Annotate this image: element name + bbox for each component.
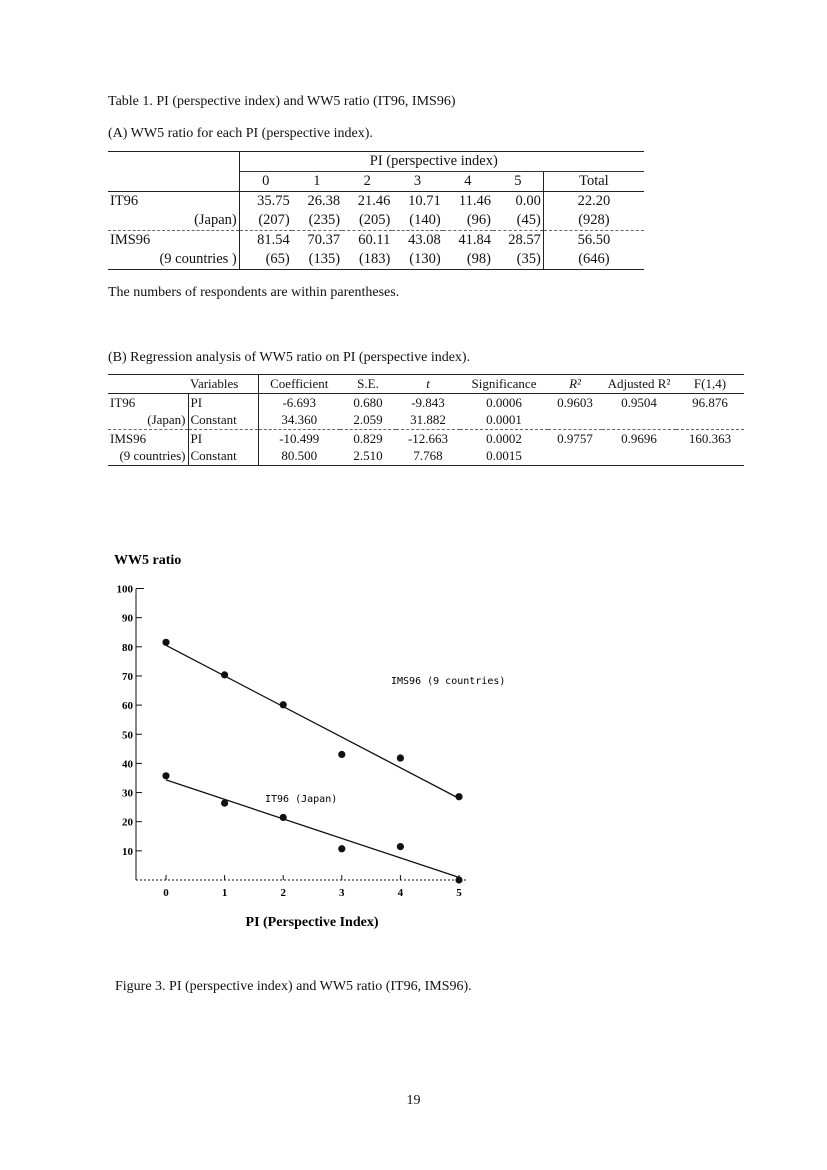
table-cell: -12.663 <box>407 430 449 446</box>
table-a-col-header: 0 <box>239 172 292 192</box>
table-a-group-header-row <box>108 152 644 172</box>
table-cell: PI <box>188 429 258 447</box>
table-cell: 70.37 <box>307 232 341 248</box>
table-row <box>108 211 644 231</box>
table-cell: (96) <box>443 211 493 231</box>
data-point <box>162 772 169 779</box>
table-cell: 80.500 <box>258 447 340 465</box>
table-cell: 41.84 <box>458 232 491 248</box>
table-cell: 0.9603 <box>557 394 593 410</box>
data-point <box>221 671 228 678</box>
page-number: 19 <box>406 1093 421 1108</box>
table-cell: 22.20 <box>543 192 644 212</box>
y-tick-label: 10 <box>122 845 133 858</box>
table-a-col-header: 1 <box>292 172 342 192</box>
y-tick-label: 20 <box>122 816 133 829</box>
table-cell: 34.360 <box>258 411 340 429</box>
table-b-title: (B) Regression analysis of WW5 ratio on PI (perspective index). <box>108 350 471 365</box>
series-label-it96: IT96 (Japan) <box>265 794 338 805</box>
table-cell: 10.71 <box>408 193 441 209</box>
table-cell: (207) <box>239 211 292 231</box>
table-cell: (45) <box>493 211 543 231</box>
table-cell: (140) <box>392 211 442 231</box>
data-point <box>280 701 287 708</box>
table-b-header: S.E. <box>340 375 396 394</box>
table-cell: 60.11 <box>358 232 391 248</box>
table-a-col-header: 2 <box>342 172 392 192</box>
data-point <box>338 845 345 852</box>
table-cell: 31.882 <box>396 411 460 429</box>
table-b-header: Coefficient <box>258 375 340 394</box>
x-tick-label: 4 <box>397 887 404 899</box>
table-caption: Table 1. PI (perspective index) and WW5 ratio (IT96, IMS96) <box>108 94 456 109</box>
data-point <box>338 751 345 758</box>
table-row <box>108 447 744 465</box>
table-cell: (928) <box>543 211 644 231</box>
table-a-note: The numbers of respondents are within parentheses. <box>108 285 400 300</box>
table-cell: 0.0002 <box>486 430 522 446</box>
table-cell: 0.829 <box>353 430 383 446</box>
table-cell: (646) <box>543 250 644 270</box>
table-b-header: Significance <box>460 375 548 394</box>
y-tick-label: 60 <box>122 700 133 713</box>
table-cell: 0.9696 <box>621 430 657 446</box>
data-point <box>455 876 462 883</box>
chart-axes <box>136 589 468 881</box>
data-point <box>397 754 404 761</box>
x-axis-label: PI (Perspective Index) <box>245 915 379 930</box>
table-a-group-header: PI (perspective index) <box>239 152 644 172</box>
x-tick-label: 2 <box>280 887 286 899</box>
table-cell: 7.768 <box>396 447 460 465</box>
table-cell: -6.693 <box>258 393 340 411</box>
table-cell: Constant <box>188 447 258 465</box>
y-tick-label: 40 <box>122 758 133 771</box>
table-row <box>108 231 644 251</box>
data-point <box>280 814 287 821</box>
table-cell: (205) <box>342 211 392 231</box>
y-tick-label: 90 <box>122 612 133 625</box>
table-cell: 0.9757 <box>557 430 593 446</box>
y-tick-label: 80 <box>122 641 133 654</box>
table-cell: 0.00 <box>515 193 541 209</box>
table-cell: 160.363 <box>688 430 732 446</box>
table-b-header: t <box>396 375 460 394</box>
table-cell: 28.57 <box>508 232 541 248</box>
table-cell: 96.876 <box>692 394 728 410</box>
table-cell: 0.0006 <box>486 394 522 410</box>
table-cell: 81.54 <box>239 231 292 251</box>
table-a-column-header-row <box>108 172 644 192</box>
fit-line-ims96 <box>166 645 459 798</box>
table-cell: Constant <box>188 411 258 429</box>
table-cell: (130) <box>392 250 442 270</box>
table-b-header: Variables <box>188 375 258 394</box>
data-point <box>397 843 404 850</box>
y-tick-label: 100 <box>116 583 133 596</box>
table-cell: (135) <box>292 250 342 270</box>
table-cell: 26.38 <box>307 193 341 209</box>
table-a-col-header: 3 <box>392 172 442 192</box>
table-b-header: Adjusted R² <box>602 375 676 394</box>
figure-caption: Figure 3. PI (perspective index) and WW5 ratio (IT96, IMS96). <box>115 979 472 994</box>
table-b <box>108 374 744 466</box>
table-a-col-header: 5 <box>493 172 543 192</box>
table-cell: 56.50 <box>543 231 644 251</box>
table-cell: (65) <box>239 250 292 270</box>
y-ticks <box>117 584 143 858</box>
table-cell: 2.059 <box>340 411 396 429</box>
data-point <box>162 639 169 646</box>
table-cell: (183) <box>342 250 392 270</box>
table-a-col-header: Total <box>543 172 644 192</box>
row-sublabel: (Japan) <box>108 411 188 429</box>
x-tick-label: 0 <box>163 887 169 899</box>
table-cell: 0.9504 <box>621 394 657 410</box>
data-point <box>455 793 462 800</box>
table-cell: 0.0015 <box>460 447 548 465</box>
x-ticks <box>163 875 462 899</box>
table-cell: (98) <box>443 250 493 270</box>
table-cell: 2.510 <box>340 447 396 465</box>
row-label: IT96 <box>110 193 139 209</box>
data-point <box>221 800 228 807</box>
y-tick-label: 30 <box>122 787 133 800</box>
x-tick-label: 5 <box>456 887 462 899</box>
table-cell: 0.680 <box>353 394 383 410</box>
table-b-header-row <box>108 375 744 394</box>
y-tick-label: 70 <box>122 670 133 683</box>
table-b-header: F(1,4) <box>676 375 744 394</box>
table-cell: (35) <box>493 250 543 270</box>
table-cell: 43.08 <box>408 232 441 248</box>
table-cell: PI <box>188 393 258 411</box>
table-row <box>108 250 644 270</box>
row-label: IMS96 <box>110 232 151 248</box>
row-label: IT96 <box>110 394 136 410</box>
x-tick-label: 1 <box>221 887 228 899</box>
table-cell: -9.843 <box>411 394 445 410</box>
table-cell: (235) <box>292 211 342 231</box>
row-sublabel: (9 countries) <box>108 447 188 465</box>
chart-title: WW5 ratio <box>114 553 182 568</box>
row-sublabel: (9 countries ) <box>108 250 239 270</box>
table-row <box>108 393 744 411</box>
table-cell: 35.75 <box>239 192 292 212</box>
ww5-ratio-chart <box>108 545 506 940</box>
table-cell: 11.46 <box>458 193 491 209</box>
table-b-header: R² <box>548 375 602 394</box>
table-cell: 21.46 <box>357 193 391 209</box>
table-cell: -10.499 <box>258 429 340 447</box>
table-cell: 0.0001 <box>460 411 548 429</box>
row-label: IMS96 <box>110 430 147 446</box>
table-row <box>108 411 744 429</box>
row-sublabel: (Japan) <box>108 211 239 231</box>
table-row <box>108 192 644 212</box>
x-tick-label: 3 <box>339 887 345 899</box>
y-tick-label: 50 <box>122 729 133 742</box>
table-row <box>108 429 744 447</box>
table-a-col-header: 4 <box>443 172 493 192</box>
table-a-title: (A) WW5 ratio for each PI (perspective index). <box>108 126 373 141</box>
table-a <box>108 151 644 270</box>
series-label-ims96: IMS96 (9 countries) <box>391 676 506 687</box>
